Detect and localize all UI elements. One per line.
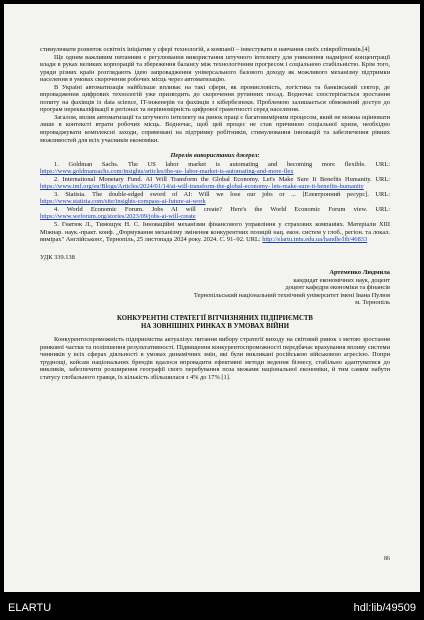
page-content <box>40 46 390 381</box>
article-title: КОНКУРЕНТНІ СТРАТЕГІЇ ВІТЧИЗНЯНИХ ПІДПРИЄМСТВ НА ЗОВНІШНІХ РИНКАХ В УМОВАХ ВІЙНИ <box>117 314 313 330</box>
udk-code: УДК 339.138 <box>40 253 75 261</box>
reference-item: 2. International Monetary Fund. AI Will Transform the Global Economy. Let's Make Sure It Benefits Humanity. URL: https://www.imf.org/en/Blogs/Articles/2024/01/14/ai-will-transform-the-global-economy- lets-make-sure-it-benefits-humanity <box>40 175 390 191</box>
reference-link[interactable]: https://www.goldmansachs.com/insights/articles/the-us- labor-market-is-automating-and-more-flex <box>40 168 294 176</box>
reference-link[interactable]: http://elartu.tntu.edu.ua/handle/lib/46833 <box>262 236 368 244</box>
repository-label: ELARTU <box>8 602 52 614</box>
author-degree: кандидат економічних наук, доцент <box>293 276 390 284</box>
reference-link[interactable]: https://www.statista.com/site/insights-compass-ai-future-at-work <box>40 198 206 206</box>
reference-item: 3. Statista. The double-edged sword of AI: Will we lose our jobs or ... [Електронний ресурс]. URL: https://www.statista.com/site/insights-compass-ai-future-at-work <box>40 190 390 206</box>
references-title: Перелік використаних джерел: <box>170 152 260 160</box>
page-number: 86 <box>384 556 390 562</box>
body-paragraph: Загалом, вплив автоматизації та штучного інтелекту на ринок праці є багатовимірним процесом, який не можна оцінювати лише в контексті втрати робочих місць. Водночас, щоб цей процес не став причиною соціальної кризи, необхідно впроваджувати комплексні заходи, спрямовані на підтримку робітників, стимулювання інновацій та забезпечення рівних можливостей для всіх учасників економіки. <box>40 113 390 144</box>
handle-label: hdl:lib/49509 <box>353 602 416 614</box>
reference-item: 4. World Economic Forum. Jobs AI will create? Here's the World Economic Forum view. URL: https://www.weforum.org/stories/2023/09/jobs-ai-will-create <box>40 205 390 221</box>
reference-item: 1. Goldman Sachs. The US labor market is automating and becoming more flexible. URL: https://www.goldmansachs.com/insights/articles/the-us- labor-market-is-automating-and-more-flex <box>40 160 390 176</box>
author-city: м. Тернопіль <box>355 299 390 307</box>
author-name: Артеменко Людмила <box>329 269 390 277</box>
author-block <box>40 269 390 307</box>
author-position: доцент кафедри економіки та фінансів <box>285 284 390 292</box>
reference-link[interactable]: https://www.imf.org/en/Blogs/Articles/2024/01/14/ai-will-transform-the-global-economy- lets-make-sure-it-benefits-humanity <box>40 183 364 191</box>
reference-item: 5. Гнатюк Л., Тимощук Н. С. Інноваційні механізми фінансового управління у страхових компаніях. Матеріали ХІІІ Міжнар. наук.-практ. конф. „Формування механізму змінення конкурентних позицій нац. екон. систем у глоб., регіон. та локал. вимірах" Англійською:, Тернопіль, 25 листопада 2024 року. 2024. С. 91–92. URL: http://elartu.tntu.edu.ua/handle/lib/46833 <box>40 221 390 244</box>
body-paragraph: стимулювати розвиток освітніх ініціатив у сфері технологій, а компанії – інвестувати в навчання своїх співробітників.[4] <box>40 46 370 53</box>
body-paragraph: Ще одним важливим питанням є регулювання використання штучного інтелекту для уникнення надмірної концентрації влади в руках великих корпорацій та збереження балансу між технологічним прогресом і соціальною стабільністю. Крім того, уряди різних країн розглядають ідею запровадження універсального базового доходу як можливого механізму підтримки населення в умовах скорочення робочих місць через автоматизацію. <box>40 53 390 84</box>
article-paragraph: Конкурентоспроможність підприємства актуалізує питання вибору стратегії виходу на світовий ринок з метою зростання ринкової частки та поліпшення результативності. Підвищення конкурентоспроможності передбачає врахування впливу системи чинників у всіх сферах діяльності в умовах динамічних змін, які були викликані російською військовою агресією. Попри труднощі, кейсам національних брендів вдалося впровадити ефективні методи ведення бізнесу, стабільно адаптуватися до викликів, забезпечити розширення географії свого перебування поза межами національної економіки, й тим самим набути статусу глобального гравця, їх кількість збільшилася з 4% до 17% [1]. <box>40 335 390 381</box>
reference-link[interactable]: https://www.weforum.org/stories/2023/09/jobs-ai-will-create <box>40 213 196 221</box>
body-paragraph: В Україні автоматизація найбільше впливає на такі сфери, як промисловість, логістика та банківський сектор, де впровадження цифрових технологій уже призводить до скорочення рутинних посад. Водночас спостерігається зростання попиту на фахівців із data science, IT-інженерів та фахівців з кібербезпеки. Проблемою залишається обмежений доступ до програм перекваліфікації в регіонах та нерівномірність цифрової грамотності серед населення. <box>40 83 390 114</box>
author-university: Тернопільський національний технічний університет імені Івана Пулюя <box>193 291 390 299</box>
document-page <box>4 4 420 592</box>
viewer-footer <box>0 596 424 620</box>
